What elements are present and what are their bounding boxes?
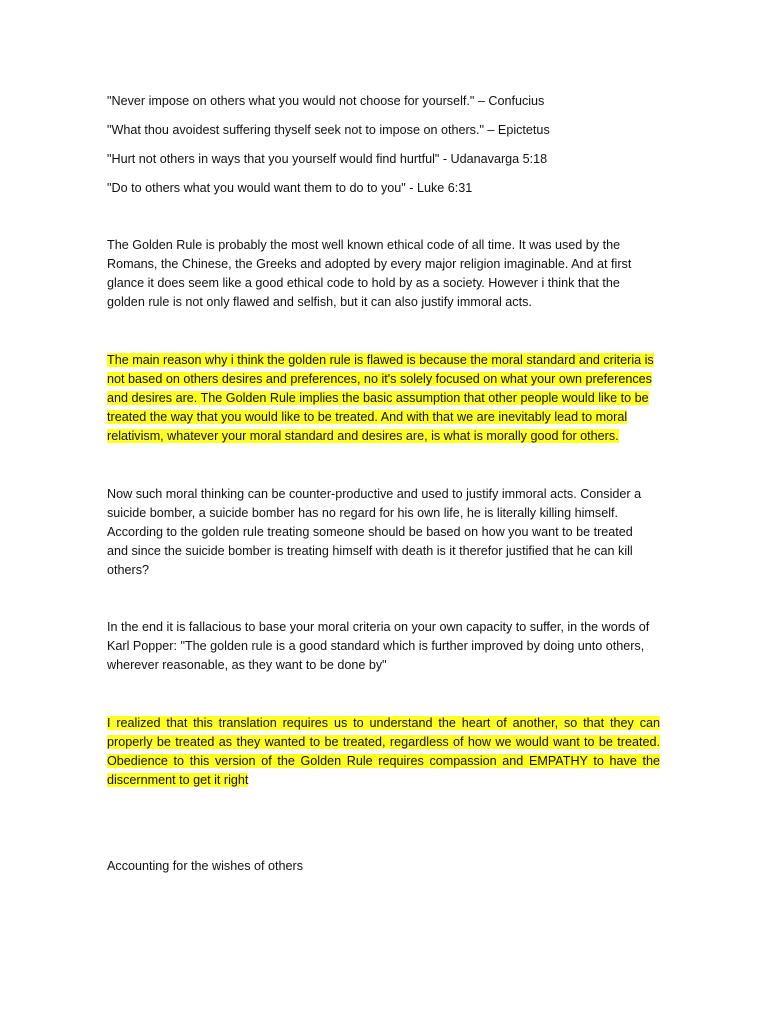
highlighted-line — [107, 370, 652, 389]
paragraph4-line: Karl Popper: "The golden rule is a good standard which is further improved by doing unto others, — [107, 639, 645, 653]
paragraph3-line: suicide bomber, a suicide bomber has no regard for his own life, he is literally killing himself. — [107, 506, 618, 520]
paragraph1-line: The Golden Rule is probably the most well known ethical code of all time. It was used by the — [107, 238, 621, 252]
highlighted-text: and desires are. The Golden Rule implies the basic assumption that other people would like to be — [107, 391, 649, 405]
highlighted-text: relativism, whatever your moral standard and desires are, is what is morally good for others. — [107, 429, 619, 443]
paragraph1-line: golden rule is not only flawed and selfish, but it can also justify immoral acts. — [107, 295, 532, 309]
highlighted-line — [107, 752, 660, 771]
highlighted-line — [107, 714, 660, 733]
highlighted-text: discernment to get it right — [107, 773, 249, 787]
highlighted-line — [107, 427, 619, 446]
quote-epictetus: "What thou avoidest suffering thyself seek not to impose on others." – Epictetus — [107, 123, 550, 137]
quote-udanavarga: "Hurt not others in ways that you yourself would find hurtful" - Udanavarga 5:18 — [107, 152, 548, 166]
paragraph3-line: Now such moral thinking can be counter-productive and used to justify immoral acts. Consider a — [107, 487, 642, 501]
paragraph4-line: In the end it is fallacious to base your moral criteria on your own capacity to suffer, in the words of — [107, 620, 650, 634]
highlighted-text: Obedience to this version of the Golden Rule requires compassion and EMPATHY to have the — [107, 754, 660, 768]
highlighted-text: I realized that this translation requires us to understand the heart of another, so that they can — [107, 716, 660, 730]
highlighted-text: not based on others desires and preferences, no it's solely focused on what your own preferences — [107, 372, 652, 386]
highlighted-line — [107, 408, 627, 427]
paragraph4-line: wherever reasonable, as they want to be done by" — [107, 658, 387, 672]
highlighted-line — [107, 389, 649, 408]
paragraph3-line: and since the suicide bomber is treating himself with death is it therefor justified that he can kill — [107, 544, 633, 558]
paragraph1-line: Romans, the Chinese, the Greeks and adopted by every major religion imaginable. And at first — [107, 257, 632, 271]
paragraph1-line: glance it does seem like a good ethical code to hold by as a society. However i think that the — [107, 276, 620, 290]
highlighted-line — [107, 733, 660, 752]
highlighted-text: properly be treated as they wanted to be treated, regardless of how we would want to be treated. — [107, 735, 660, 749]
highlighted-line — [107, 351, 654, 370]
highlighted-text: The main reason why i think the golden rule is flawed is because the moral standard and criteria is — [107, 353, 654, 367]
closing-line: Accounting for the wishes of others — [107, 859, 304, 873]
quote-confucius: "Never impose on others what you would not choose for yourself." – Confucius — [107, 94, 545, 108]
highlighted-text: treated the way that you would like to be treated. And with that we are inevitably lead to moral — [107, 410, 628, 424]
highlighted-line — [107, 771, 248, 790]
paragraph3-line: others? — [107, 563, 150, 577]
paragraph3-line: According to the golden rule treating someone should be based on how you want to be treated — [107, 525, 633, 539]
quote-luke: "Do to others what you would want them to do to you" - Luke 6:31 — [107, 181, 473, 195]
